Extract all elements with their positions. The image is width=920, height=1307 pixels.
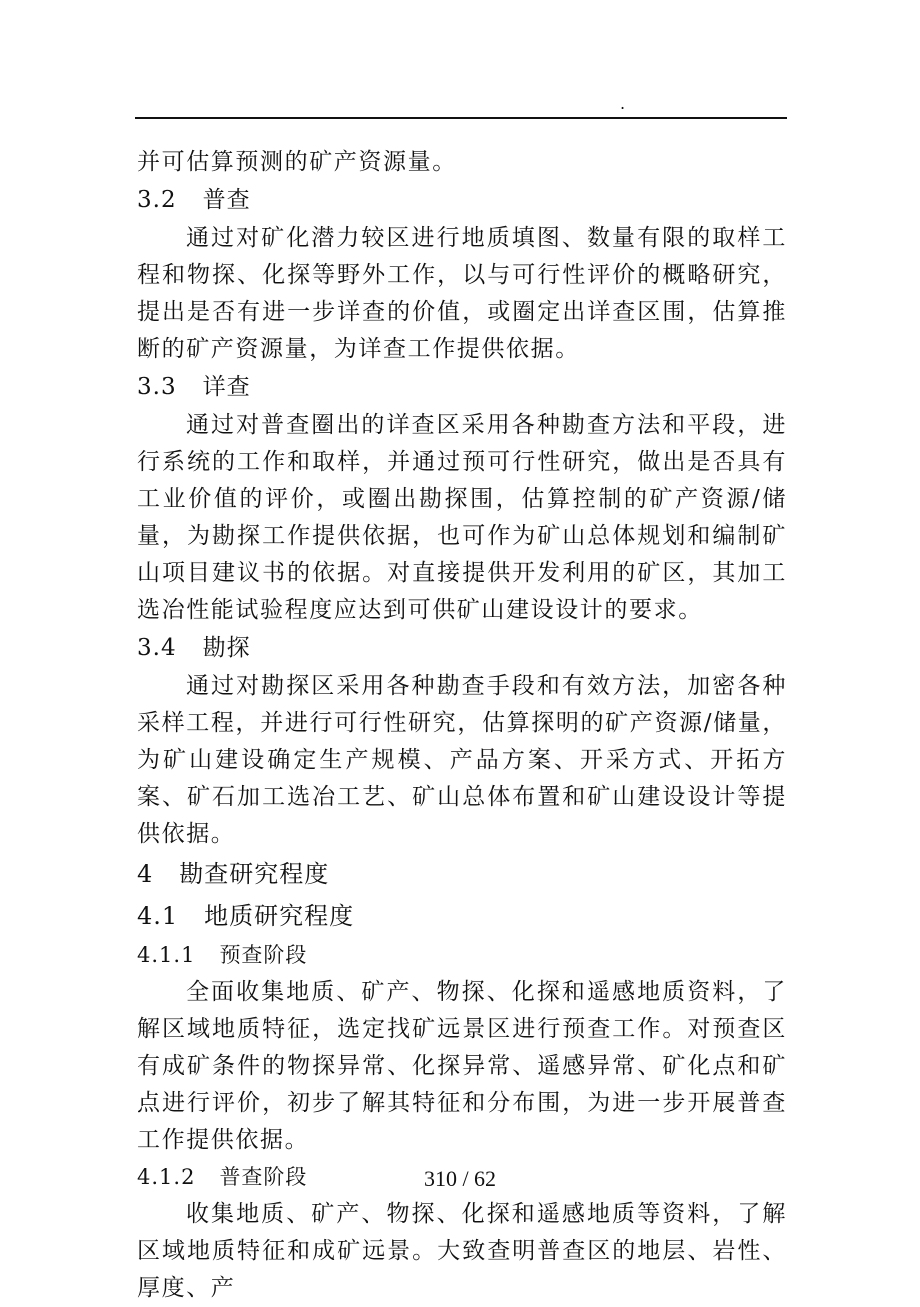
paragraph: 通过对普查圈出的详查区采用各种勘查方法和平段，进行系统的工作和取样，并通过预可行性研究，做出是否具有工业价值的评价，或圈出勘探围，估算控制的矿产资源/储量，为勘探工作提供依据，也可作为矿山总体规划和编制矿山项目建议书的依据。对直接提供开发利用的矿区，其加工选冶性能试验程度应达到可供矿山建设设计的要求。 (137, 412, 787, 623)
document-body (137, 144, 787, 1307)
section-title: 普查 (202, 187, 251, 213)
section-title: 地质研究程度 (204, 902, 355, 930)
paragraph: 并可估算预测的矿产资源量。 (137, 149, 457, 175)
section-number: 4 (137, 860, 154, 888)
section-number: 4.1.2 (137, 1165, 196, 1189)
section-title: 预查阶段 (219, 943, 308, 967)
section-number: 3.4 (137, 635, 177, 661)
section-heading (137, 937, 787, 974)
section-number: 3.3 (137, 374, 177, 400)
header-rule (135, 117, 787, 119)
section-heading (137, 181, 787, 220)
section-title: 勘查研究程度 (179, 860, 330, 888)
section-number: 4.1.1 (137, 943, 196, 967)
section-heading (137, 853, 787, 895)
section-title: 详查 (202, 374, 251, 400)
section-heading (137, 368, 787, 407)
section-title: 勘探 (202, 635, 251, 661)
page-number: 310 / 62 (423, 1166, 497, 1191)
paragraph: 通过对勘探区采用各种勘查手段和有效方法，加密各种采样工程，并进行可行性研究，估算探明的矿产资源/储量，为矿山建设确定生产规模、产品方案、开采方式、开拓方案、矿石加工选冶工艺、矿山总体布置和矿山建设设计等提供依据。 (137, 673, 787, 847)
section-heading (137, 895, 787, 937)
paragraph: 收集地质、矿产、物探、化探和遥感地质等资料，了解区域地质特征和成矿远景。大致查明普查区的地层、岩性、厚度、产 (137, 1201, 787, 1301)
section-title: 普查阶段 (219, 1165, 308, 1189)
paragraph: 通过对矿化潜力较区进行地质填图、数量有限的取样工程和物探、化探等野外工作，以与可行性评价的概略研究，提出是否有进一步详查的价值，或圈定出详查区围，估算推断的矿产资源量，为详查工作提供依据。 (137, 225, 787, 362)
section-number: 4.1 (137, 902, 179, 930)
header-dot: . (620, 94, 626, 113)
section-number: 3.2 (137, 187, 177, 213)
section-heading (137, 629, 787, 668)
paragraph: 全面收集地质、矿产、物探、化探和遥感地质资料，了解区域地质特征，选定找矿远景区进行预查工作。对预查区有成矿条件的物探异常、化探异常、遥感异常、矿化点和矿点进行评价，初步了解其特征和分布围，为进一步开展普查工作提供依据。 (137, 979, 787, 1153)
